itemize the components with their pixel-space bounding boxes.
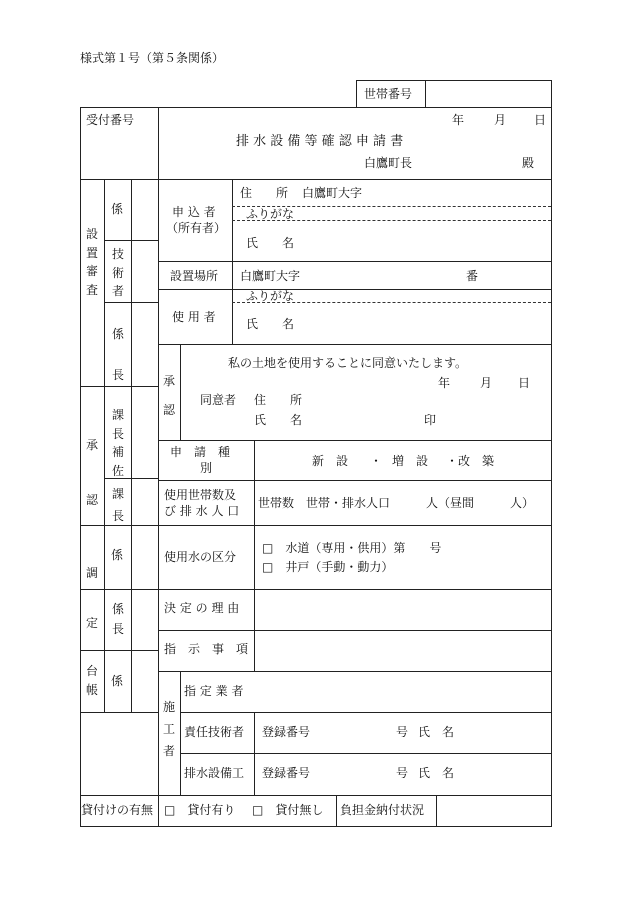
loan-no-checkbox[interactable]: □ 貸付無し	[252, 803, 324, 817]
consent-text: 私の土地を使用することに同意いたします。	[228, 356, 468, 370]
site-value[interactable]: 白鷹町大字	[240, 269, 301, 283]
kakaricho-label-2: 係長	[111, 602, 124, 637]
kakari-label: 係	[111, 202, 124, 216]
applicant-furigana-label: ふりがな	[246, 207, 295, 221]
shonin-label: 承認	[85, 438, 98, 508]
worker-label: 排水設備工	[184, 766, 245, 780]
option-expand[interactable]: 増 設	[392, 454, 429, 468]
addressee-name: 白鷹町長	[364, 156, 413, 170]
application-type-label: 申 請 種	[170, 445, 231, 459]
kakaricho-label: 係長	[111, 327, 124, 382]
consenter-address-label: 住 所	[254, 393, 303, 407]
consent-day: 日	[518, 376, 531, 390]
water-label: 使用水の区分	[164, 550, 237, 564]
user-name-label: 氏 名	[246, 317, 295, 331]
user-furigana-label: ふりがな	[246, 289, 295, 303]
instructions-label: 指 示 事 項	[164, 642, 249, 656]
date-year: 年	[452, 113, 465, 127]
date-day: 日	[534, 113, 547, 127]
date-month: 月	[494, 113, 507, 127]
loan-label: 貸付けの有無	[81, 803, 154, 817]
site-label: 設置場所	[170, 269, 219, 283]
kakari-label-3: 係	[111, 674, 124, 688]
kacho-hosa-label: 課長補佐	[111, 408, 124, 478]
consent-month: 月	[480, 376, 493, 390]
household-number-field[interactable]	[427, 82, 549, 106]
engineer-no-label: 号	[396, 725, 409, 739]
designated-contractor-label: 指 定 業 者	[184, 684, 244, 698]
applicant-address-value[interactable]: 白鷹町大字	[302, 186, 363, 200]
households-label: 使用世帯数及	[164, 488, 237, 502]
kakari-label-2: 係	[111, 548, 124, 562]
water-option-supply[interactable]: □ 水道（専用・供用）第 号	[262, 541, 442, 555]
chotei-label: 調定	[85, 566, 98, 631]
loan-yes-checkbox[interactable]: □ 貸付有り	[164, 803, 236, 817]
consent-year: 年	[438, 376, 451, 390]
option-new[interactable]: 新 設	[312, 454, 349, 468]
form-label: 様式第１号（第５条関係）	[80, 51, 225, 65]
water-option-well[interactable]: □ 井戸（手動・動力）	[262, 560, 394, 574]
decision-reason-label: 決 定 の 理 由	[164, 601, 240, 615]
contractor-side-label: 施工者	[162, 700, 175, 759]
worker-reg-label: 登録番号	[262, 766, 311, 780]
application-type-label-2: 別	[200, 461, 213, 475]
option-sep: ・	[370, 454, 383, 468]
applicant-label: 申 込 者	[172, 205, 216, 219]
consenter-name-label: 氏 名	[254, 413, 303, 427]
consent-side-label: 承認	[162, 374, 175, 417]
households-label-2: び 排 水 人 口	[164, 504, 240, 518]
engineer-label: 責任技術者	[184, 725, 245, 739]
gijutsusha-label: 技術者	[111, 247, 124, 299]
option-rebuild[interactable]: ・改 築	[446, 454, 495, 468]
worker-no-label: 号	[396, 766, 409, 780]
site-ban: 番	[466, 269, 479, 283]
household-number-label: 世帯番号	[364, 87, 413, 101]
setchi-shinsa-label: 設置審査	[85, 227, 98, 297]
payment-status-label: 負担金納付状況	[340, 803, 425, 817]
user-label: 使 用 者	[172, 310, 216, 324]
consenter-label: 同意者	[200, 393, 237, 407]
applicant-name-label: 氏 名	[246, 236, 295, 250]
daicho-label: 台帳	[85, 664, 98, 698]
kacho-label: 課長	[111, 487, 124, 523]
households-text[interactable]: 世帯数 世帯・排水人口 人（昼間 人）	[258, 496, 535, 510]
form-title: 排 水 設 備 等 確 認 申 請 書	[236, 134, 404, 149]
worker-name-label: 氏 名	[418, 766, 455, 780]
applicant-owner-label: （所有者）	[166, 221, 227, 235]
addressee-honorific: 殿	[522, 156, 535, 170]
engineer-name-label: 氏 名	[418, 725, 455, 739]
engineer-reg-label: 登録番号	[262, 725, 311, 739]
seal-mark: 印	[424, 413, 437, 427]
applicant-address-label: 住 所	[240, 186, 289, 200]
receipt-number-label: 受付番号	[86, 113, 135, 127]
